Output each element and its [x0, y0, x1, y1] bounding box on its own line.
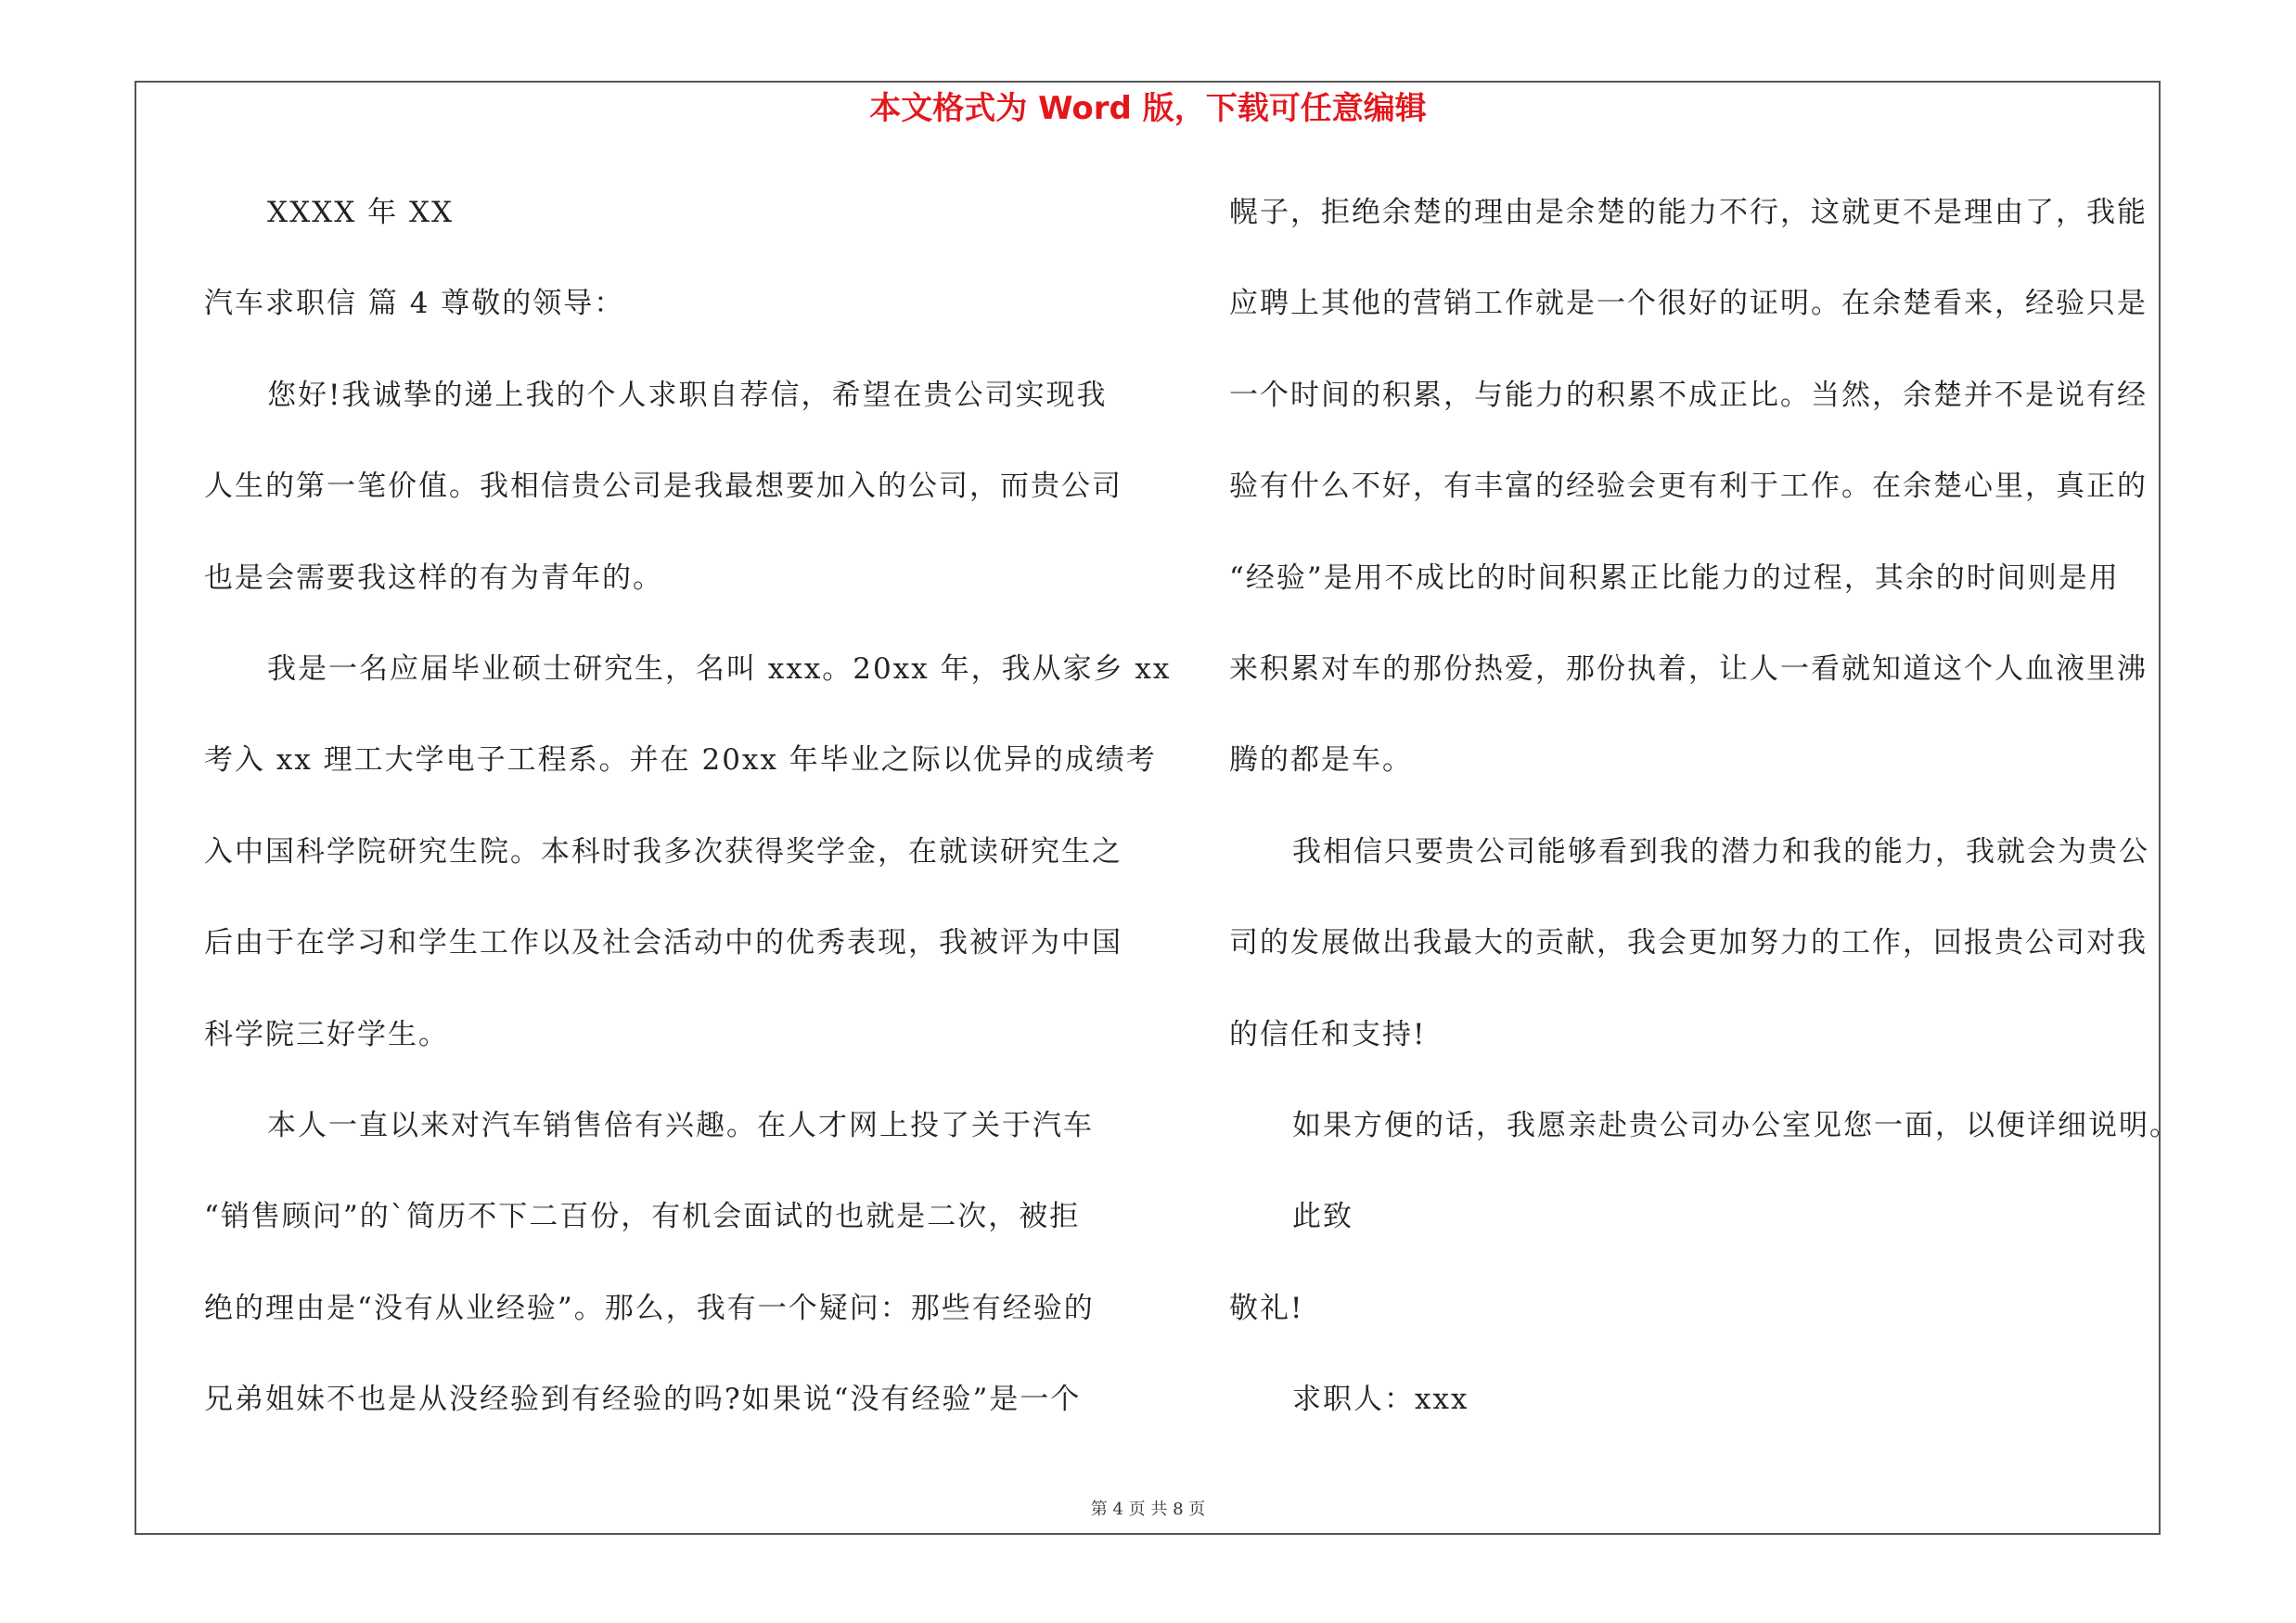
left-column	[204, 184, 1172, 1462]
text-line: 应聘上其他的营销工作就是一个很好的证明。在余楚看来，经验只是	[1229, 287, 2148, 321]
text-line: “经验”是用不成比的时间积累正比能力的过程，其余的时间则是用	[1229, 560, 2120, 595]
format-banner: 本文格式为 Word 版，下载可任意编辑	[869, 90, 1427, 127]
text-line: 如果方便的话，我愿亲赴贵公司办公室见您一面，以便详细说明。	[1292, 1108, 2180, 1142]
text-line: 人生的第一笔价值。我相信贵公司是我最想要加入的公司，而贵公司	[204, 470, 1122, 504]
page-footer: 第 4 页 共 8 页	[1090, 1500, 1206, 1519]
text-line: 绝的理由是“没有从业经验”。那么，我有一个疑问：那些有经验的	[204, 1291, 1095, 1325]
right-column	[1229, 184, 2180, 1462]
text-line: “销售顾问”的`简历不下二百份，有机会面试的也就是二次，被拒	[204, 1200, 1081, 1234]
text-line: 司的发展做出我最大的贡献，我会更加努力的工作，回报贵公司对我	[1229, 926, 2148, 960]
text-line: 后由于在学习和学生工作以及社会活动中的优秀表现，我被评为中国	[204, 926, 1122, 960]
text-line: 科学院三好学生。	[204, 1017, 449, 1051]
text-line: 本人一直以来对汽车销售倍有兴趣。在人才网上投了关于汽车	[267, 1108, 1094, 1142]
text-line: 汽车求职信 篇 4 尊敬的领导：	[204, 287, 625, 321]
text-line: 验有什么不好，有丰富的经验会更有利于工作。在余楚心里，真正的	[1229, 470, 2148, 504]
text-line: 兄弟姐妹不也是从没经验到有经验的吗?如果说“没有经验”是一个	[204, 1383, 1082, 1417]
text-line: 求职人：xxx	[1292, 1383, 1469, 1417]
text-line: 入中国科学院研究生院。本科时我多次获得奖学金，在就读研究生之	[204, 834, 1122, 869]
text-line: 此致	[1292, 1200, 1353, 1234]
text-line: 我是一名应届毕业硕士研究生，名叫 xxx。20xx 年，我从家乡 xx	[267, 651, 1172, 686]
text-line: 一个时间的积累，与能力的积累不成正比。当然，余楚并不是说有经	[1229, 378, 2148, 412]
text-line: 来积累对车的那份热爱，那份执着，让人一看就知道这个人血液里沸	[1229, 651, 2148, 686]
text-line: 我相信只要贵公司能够看到我的潜力和我的能力，我就会为贵公	[1292, 834, 2149, 869]
text-line: 幌子，拒绝余楚的理由是余楚的能力不行，这就更不是理由了，我能	[1229, 196, 2148, 229]
text-line: 的信任和支持!	[1229, 1017, 1427, 1051]
text-line: 也是会需要我这样的有为青年的。	[204, 560, 663, 595]
text-line: XXXX 年 XX	[267, 196, 455, 229]
text-line: 您好!我诚挚的递上我的个人求职自荐信，希望在贵公司实现我	[267, 378, 1108, 412]
text-line: 考入 xx 理工大学电子工程系。并在 20xx 年毕业之际以优异的成绩考	[204, 743, 1157, 778]
text-line: 敬礼!	[1229, 1291, 1304, 1325]
text-line: 腾的都是车。	[1229, 743, 1413, 778]
